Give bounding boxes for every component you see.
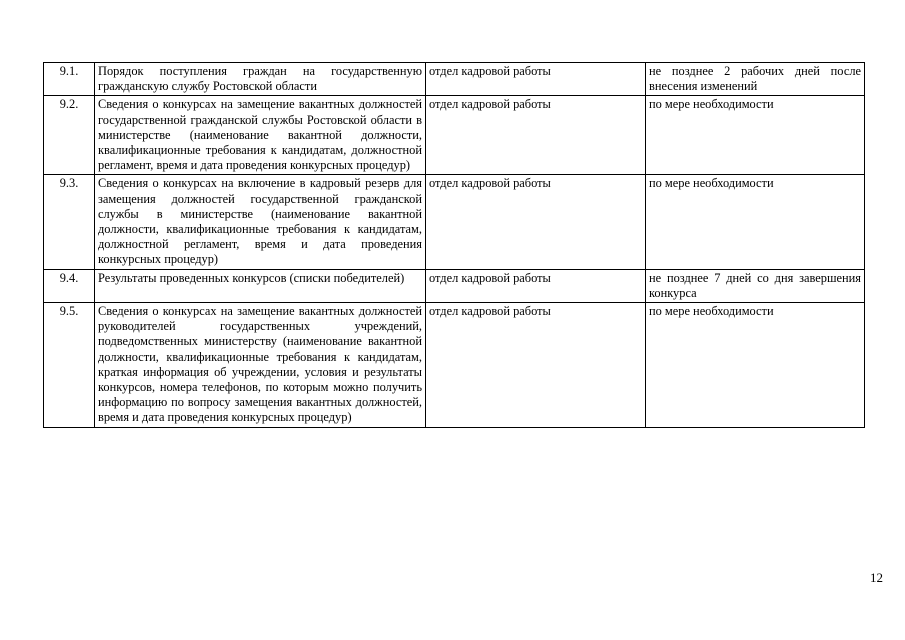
row-description: Сведения о конкурсах на включение в кадровый резерв для замещения должностей государственной гражданской службы в министерстве (наименование вакантной должности, квалификационные требования к кандидатам, должностной регламент, время и дата проведения конкурсных процедур) — [95, 175, 426, 269]
row-department: отдел кадровой работы — [426, 175, 646, 269]
row-number: 9.2. — [44, 96, 95, 175]
row-department: отдел кадровой работы — [426, 303, 646, 428]
row-number: 9.5. — [44, 303, 95, 428]
table-row — [44, 96, 865, 175]
table-row — [44, 303, 865, 428]
row-department: отдел кадровой работы — [426, 63, 646, 96]
row-number: 9.3. — [44, 175, 95, 269]
table-row — [44, 175, 865, 269]
document-table — [43, 62, 865, 428]
row-description: Порядок поступления граждан на государственную гражданскую службу Ростовской области — [95, 63, 426, 96]
row-number: 9.4. — [44, 269, 95, 302]
row-description: Сведения о конкурсах на замещение вакантных должностей государственной гражданской службы Ростовской области в министерстве (наименование вакантной должности, квалификационные требования к кандидатам, должностной регламент, время и дата проведения конкурсных процедур) — [95, 96, 426, 175]
row-department: отдел кадровой работы — [426, 96, 646, 175]
page-number: 12 — [870, 570, 883, 585]
row-deadline: по мере необходимости — [646, 96, 865, 175]
row-department: отдел кадровой работы — [426, 269, 646, 302]
row-description: Сведения о конкурсах на замещение вакантных должностей руководителей государственных учреждений, подведомственных министерству (наименование вакантной должности, квалификационные требования к кандидатам, краткая информация об учреждении, условия и результаты конкурсов, номера телефонов, по которым можно получить информацию по вопросу замещения вакантных должностей, время и дата проведения конкурсных процедур) — [95, 303, 426, 428]
table-row — [44, 63, 865, 96]
row-deadline: по мере необходимости — [646, 175, 865, 269]
row-deadline: по мере необходимости — [646, 303, 865, 428]
row-deadline: не позднее 7 дней со дня завершения конкурса — [646, 269, 865, 302]
row-deadline: не позднее 2 рабочих дней после внесения изменений — [646, 63, 865, 96]
table-row — [44, 269, 865, 302]
row-description: Результаты проведенных конкурсов (списки победителей) — [95, 269, 426, 302]
row-number: 9.1. — [44, 63, 95, 96]
